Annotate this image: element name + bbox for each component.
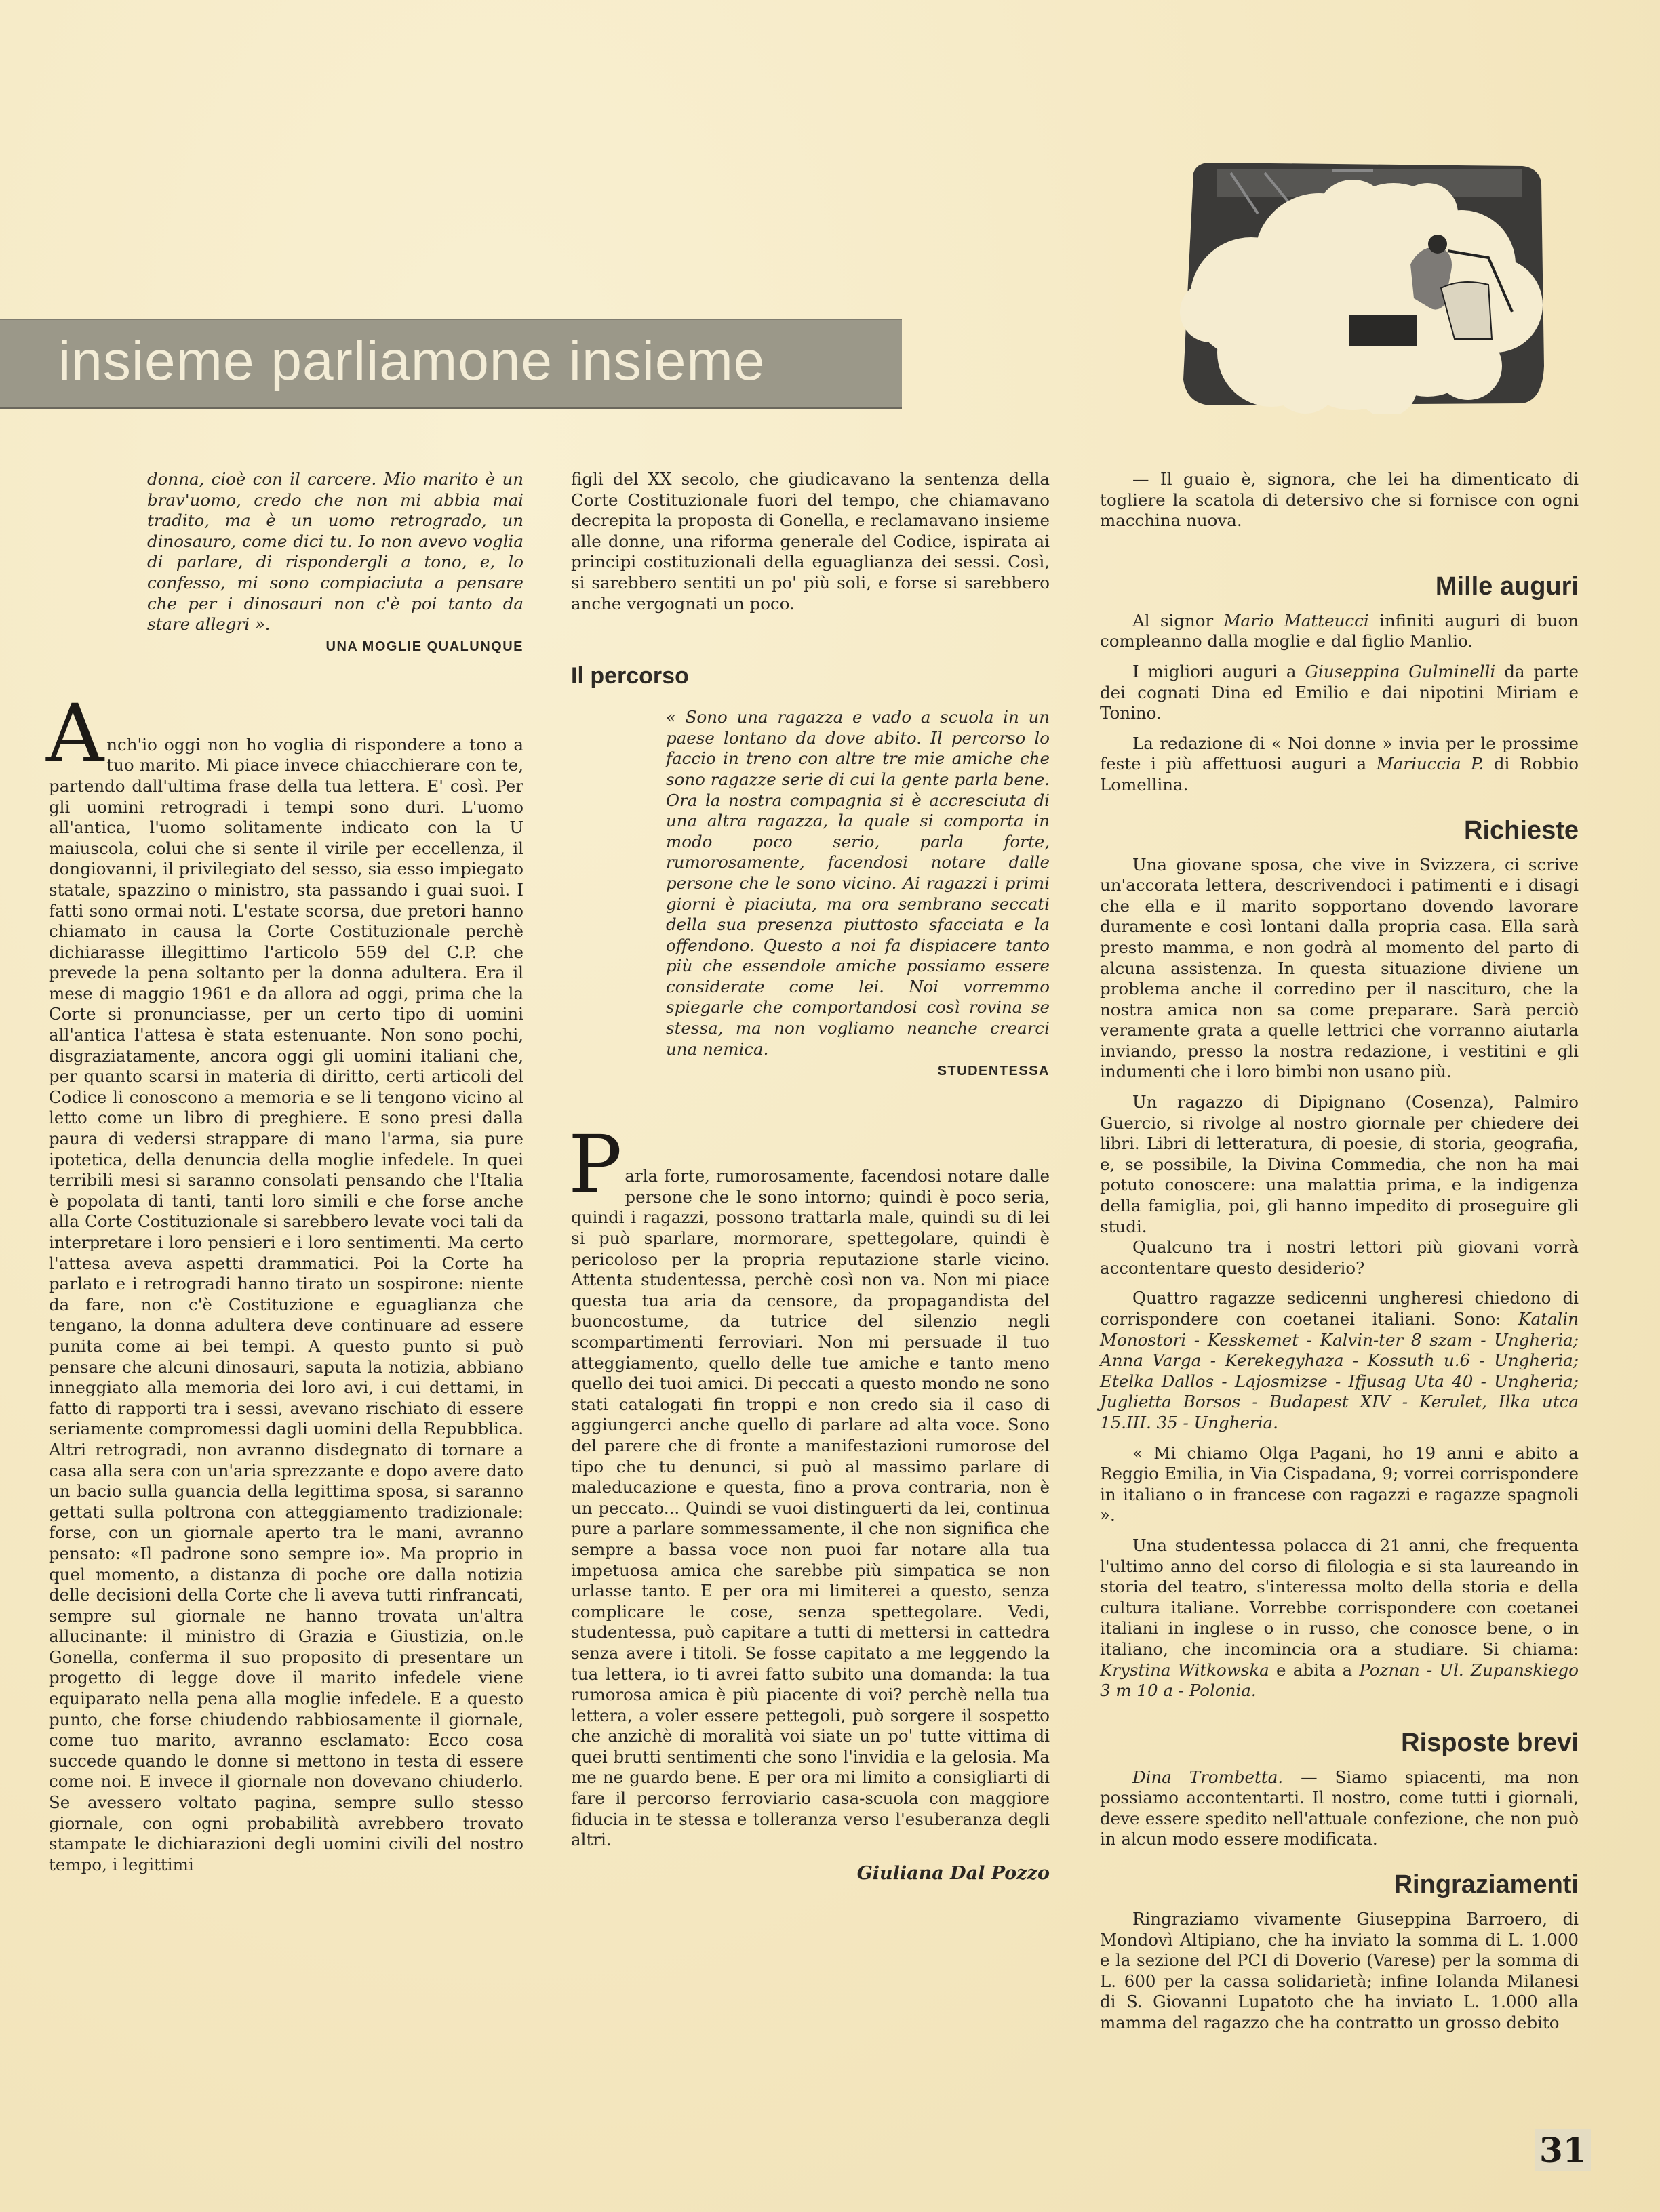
washing-machine-suds-drawing (1170, 142, 1556, 414)
section-title-il-percorso: Il percorso (571, 663, 689, 689)
column-3 (1100, 469, 1579, 2034)
reply-to-student (568, 1118, 1050, 1851)
drop-cap: P (568, 1118, 622, 1212)
richiesta-item: Una giovane sposa, che vive in Svizzera, ci scrive un'accorata lettera, descrivendoci i patimenti e i disagi che ella e il marito sopportano dovendo lavorare duramente e così lontani dalla propria casa. Ella sarà presto mamma, e non godrà al momento del parto di alcuna assistenza. In questa situazione diviene un problema anche il corredino per il nascituro, che la nostra amica non sa come preparare. Sarà perciò veramente grata a quelle lettrici che vorranno aiutarla inviando, presso la nostra redazione, i vestitini e gli indumenti che i loro bimbi non usano più. (1100, 854, 1579, 1082)
reply-continuation: figli del XX secolo, che giudicavano la sentenza della Corte Costituzionale fuori del tempo, che chiamavano decrepita la proposta di Gonella, e reclamavano insieme alle donne, una riforma generale del Codice, ispirata ai principi costituzionali della eguaglianza dei sessi. Così, si sarebbero sentiti un po' più soli, e forse si sarebbero anche vergognati un poco. (571, 469, 1050, 614)
reply-text: nch'io oggi non ho voglia di rispondere a tono a tuo marito. Mi piace invece chiacchierare con te, partendo dall'ultima frase della tua lettera. E' così. Per gli uomini retrogradi i tempi sono duri. L'uomo all'antica, l'uomo solitamente indicato con la U maiuscola, colui che si sente il virile per eccellenza, il dongiovanni, il privilegiato del sesso, sia esso impiegato statale, spazzino o ministro, sta passando i guai suoi. I fatti sono ormai noti. L'estate scorsa, due pretori hanno chiamato in causa la Corte Costituzionale perchè dichiarasse illegittimo l'articolo 559 del C.P. che prevede la pena soltanto per la donna adultera. Era il mese di maggio 1961 e da allora ad oggi, prima che la Corte si pronunciasse, per un certo tipo di uomini all'antica l'attesa è stata estenuante. Non sono pochi, disgraziatamente, ancora oggi gli uomini italiani che, per quanto scarsi in materia di diritto, certi articoli del Codice li conoscono a memoria e se li tengono vicino al letto come un libro di preghiere. E sono presi dalla paura di vedersi strappare di mano l'arma, sia pure ipotetica, della denuncia della moglie infedele. In quei terribili mesi si saranno consolati pensando che l'Italia è popolata di tanti, tanti loro simili e che forse anche alla Corte Costituzionale si sarebbero levate voci tali da interpretare i loro pensieri e i loro sentimenti. Ma certo l'attesa aveva aspetti drammatici. Poi la Corte ha parlato e i retrogradi hanno tirato un sospirone: niente da fare, non c'è Costituzione e eguaglianza che tengano, la donna adultera deve continuare ad essere punita come ai bei tempi. A questo punto si può pensare che alcuni dinosauri, saputa la notizia, abbiano inneggiato alla memoria dei loro avi, i cui dettami, in fatto di rapporti tra i sessi, avevano rischiato di essere seriamente compromessi dagli uomini della Repubblica. Altri retrogradi, non avranno disdegnato di tornare a casa alla sera con un'aria sprezzante e dopo avere dato un bacio sulla guancia della legittima sposa, si saranno gettati sulla poltrona con atteggiamento tradizionale: forse, con un giornale aperto tra le mani, avranno pensato: «Il padrone sono sempre io». Ma proprio in quel momento, a distanza di poche ore dalla notizia delle decisioni della Corte che li aveva tutti rinfrancati, sempre sul giornale ne hanno trovata un'altra allucinante: il ministro di Grazia e Giustizia, on.le Gonella, conferma il suo proposito di presentare un progetto di legge dove il marito infedele viene equiparato nella pena alla moglie infedele. E a questo punto, che forse chiudendo rabbiosamente il giornale, come tuo marito, avranno esclamato: Ecco cosa succede quando le donne si mettono in testa di essere come noi. E invece il giornale non dovevano chiuderlo. Se avessero voltato pagina, sempre sullo stesso giornale, con ogni probabilità avrebbero trovato stampate le dichiarazioni degli uomini civili del nostro tempo, i legittimi (49, 734, 523, 1874)
ringraziamenti-text: Ringraziamo vivamente Giuseppina Barroero, di Mondovì Altipiano, che ha inviato la somma di L. 1.000 e la sezione del PCI di Doverio (Varese) per la somma di L. 600 per la cassa solidarietà; infine Iolanda Milanesi di S. Giovanni Lupatoto che ha inviato L. 1.000 alla mamma del ragazzo che ha contratto un grosso debito (1100, 1909, 1579, 2033)
risposta-item: Dina Trombetta. — Siamo spiacenti, ma non possiamo accontentarti. Il nostro, come tutti i giornali, deve essere spedito nell'attuale confezione, che non può in alcun modo essere modificata. (1100, 1767, 1579, 1849)
letter-signature: UNA MOGLIE QUALUNQUE (325, 639, 523, 654)
student-letter: « Sono una ragazza e vado a scuola in un paese lontano da dove abito. Il percorso lo faccio in treno con altre tre mie amiche che sono ragazze serie di cui la gente parla bene. Ora la nostra compagnia si è accresciuta di una altra ragazza, la quale si comporta in modo poco serio, parla forte, rumorosamente, facendosi notare dalle persone che le sono vicino. Ai ragazzi i primi giorni è piaciuta, ma ora sembrano seccati della sua presenza piuttosto sfacciata e la offendono. Questo a noi fa dispiacere tanto più che essendole amiche possiamo essere considerate come lei. Noi vorremmo spiegarle che comportandosi così rovina se stessa, ma non vogliamo neanche crearci una nemica. (666, 707, 1050, 1059)
letter-excerpt: donna, cioè con il carcere. Mio marito è un brav'uomo, credo che non mi abbia mai tradito, ma è un uomo retrogrado, un dinosauro, come dici tu. Io non avevo voglia di parlare, di rispondergli a tono, e, lo confesso, mi sono compiaciuta a pensare che per i dinosauri non c'è poi tanto da stare allegri ». (147, 469, 523, 635)
section-banner (0, 319, 902, 409)
column-2 (568, 469, 1050, 1884)
student-signature: STUDENTESSA (937, 1064, 1050, 1079)
reply-article (46, 686, 523, 1876)
author-signature: Giuliana Dal Pozzo (856, 1862, 1050, 1884)
auguri-item: I migliori auguri a Giuseppina Gulminelli da parte dei cognati Dina ed Emilio e dai nipotini Miriam e Tonino. (1100, 661, 1579, 723)
page-number: 31 (1535, 2129, 1591, 2171)
richiesta-item: « Mi chiamo Olga Pagani, ho 19 anni e abito a Reggio Emilia, in Via Cispadana, 9; vorrei corrispondere in italiano o in francese con ragazzi e ragazze spagnoli ». (1100, 1443, 1579, 1525)
auguri-item: Al signor Mario Matteucci infiniti auguri di buon compleanno dalla moglie e dal figlio Manlio. (1100, 610, 1579, 651)
richiesta-item: Qualcuno tra i nostri lettori più giovani vorrà accontentare questo desiderio? (1100, 1237, 1579, 1278)
section-title-mille-auguri: Mille auguri (1435, 571, 1579, 601)
reply-to-student-text: arla forte, rumorosamente, facendosi notare dalle persone che le sono intorno; quindi è poco seria, quindi i ragazzi, possono trattarla male, quindi su di lei si può sparlare, mormorare, spettegolare, quindi è pericoloso per la propria reputazione starle vicino. Attenta studentessa, perchè così non va. Non mi piace questa tua aria da censore, da propagandista del buoncostume, da tutrice del silenzio negli scompartimenti ferroviari. Non mi persuade il tuo atteggiamento, quello delle tue amiche e tanto meno quello dei tuoi amici. Di peccati a questo mondo ne sono stati catalogati fin troppi e non credo sia il caso di aggiungerci anche quello di parlare ad alta voce. Sono del parere che di fronte a manifestazioni rumorose del tipo che tu denunci, si può al massimo parlare di maleducazione e questa, fino a prova contraria, non è un peccato... Quindi se vuoi distinguerti da lei, continua pure a parlare sommessamente, il che non significa che sempre a bassa voce non puoi far notare alla tua impetuosa amica che sarebbe più simpatica se non urlasse tanto. E per ora mi limiterei a questo, senza complicare le cose, senza spettegolare. Vedi, studentessa, può capitare a tutti di mettersi in cattedra senza avere i titoli. Se fosse capitato a me leggendo la tua lettera, io ti avrei fatto subito una domanda: la tua rumorosa amica è più piacente di voi? perchè nella tua lettera, a voler essere pettegoli, può sorgere il sospetto che anzichè di moralità voi siate un po' tutte vittima di quei brutti sentimenti che sono l'invidia e la gelosia. Ma me ne guardo bene. E per ora mi limito a consigliarti di fare il percorso ferroviario casa-scuola con maggiore fiducia in te stessa e tolleranza verso l'esuberanza degli altri. (571, 1166, 1050, 1850)
cartoon-caption: — Il guaio è, signora, che lei ha dimenticato di togliere la scatola di detersivo che si fornisce con ogni macchina nuova. (1100, 469, 1579, 531)
auguri-item: La redazione di « Noi donne » invia per le prossime feste i più affettuosi auguri a Mariuccia P. di Robbio Lomellina. (1100, 733, 1579, 795)
drop-cap: A (46, 686, 104, 780)
section-title-ringraziamenti: Ringraziamenti (1394, 1870, 1579, 1899)
cartoon-illustration (1170, 142, 1556, 414)
section-title-richieste: Richieste (1464, 816, 1579, 845)
banner-title: insieme parliamone insieme (58, 330, 766, 392)
column-1 (46, 469, 523, 1875)
richiesta-item: Una studentessa polacca di 21 anni, che frequenta l'ultimo anno del corso di filologia e si sta laureando in storia del teatro, s'interessa molto della storia e della cultura italiane. Vorrebbe corrispondere con coetanei italiani in inglese o in russo, che conosce bene, o in italiano, che incomincia ora a studiare. Si chiama: Krystina Witkowska e abita a Poznan - Ul. Zupanskiego 3 m 10 a - Polonia. (1100, 1535, 1579, 1701)
richiesta-item: Quattro ragazze sedicenni ungheresi chiedono di corrispondere con coetanei italiani. Sono: Katalin Monostori - Kesskemet - Kalvin-ter 8 szam - Ungheria; Anna Varga - Kerekegyhaza - Kossuth u.6 - Ungheria; Etelka Dallos - Lajosmizse - Ifjusag Uta 40 - Ungheria; Juglietta Borsos - Budapest XIV - Kerulet, Ilka utca 15.III. 35 - Ungheria. (1100, 1288, 1579, 1432)
richiesta-item: Un ragazzo di Dipignano (Cosenza), Palmiro Guercio, si rivolge al nostro giornale per chiedere dei libri. Libri di letteratura, di poesie, di storia, geografia, e, se possibile, la Divina Commedia, che non ha mai potuto conoscere: una malattia prima, e la indigenza della famiglia, poi, gli hanno impedito di proseguire gli studi. (1100, 1092, 1579, 1236)
section-title-risposte-brevi: Risposte brevi (1401, 1728, 1579, 1757)
